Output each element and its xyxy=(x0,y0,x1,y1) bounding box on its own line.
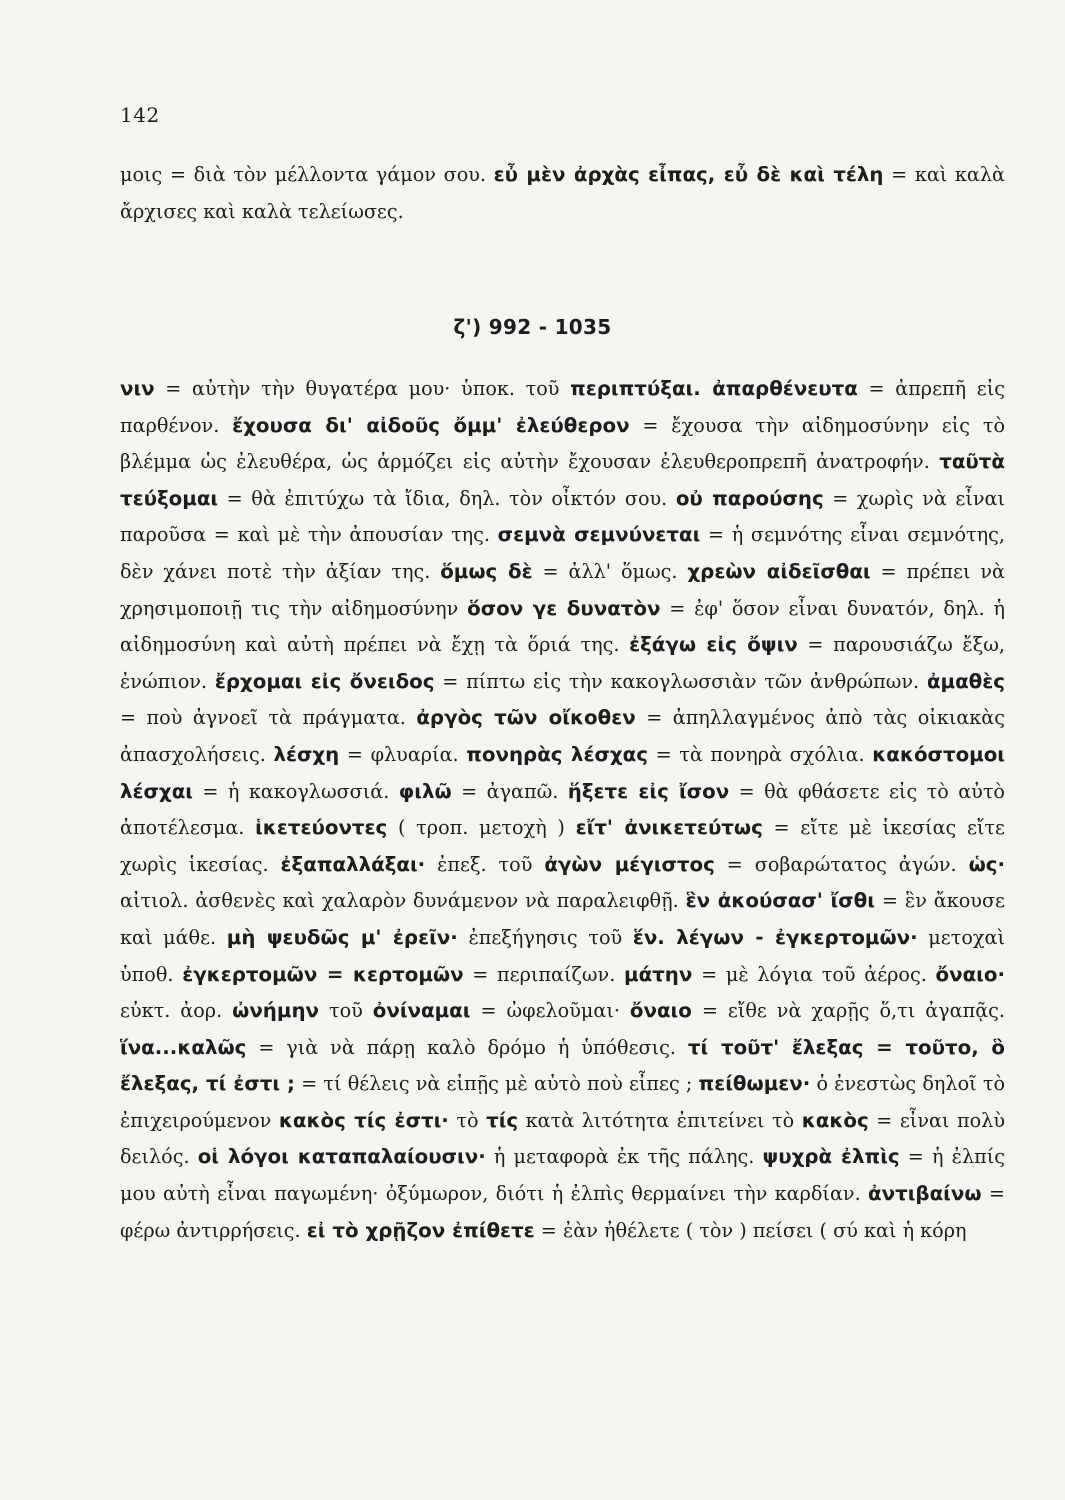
lemma-term: νιν xyxy=(120,377,155,400)
lemma-term: φιλῶ xyxy=(398,779,452,803)
gloss-text: = ἀγαπῶ. xyxy=(451,779,568,803)
gloss-text: = ποὺ ἀγνοεῖ τὰ πράγματα. xyxy=(120,706,417,730)
lemma-term: ὀνίναμαι xyxy=(372,999,471,1023)
lemma-term: ἀργὸς τῶν οἴκοθεν xyxy=(416,706,636,730)
gloss-text: ἐπεξήγησις τοῦ xyxy=(457,925,633,949)
gloss-text: ( τροπ. μετοχὴ ) xyxy=(387,816,576,840)
gloss-text: = παρουσιάζω ἔξω, ἐνώπιον. xyxy=(120,633,1006,693)
gloss-text: = ἀπρεπῆ εἰς παρθένον. xyxy=(120,377,1006,437)
lemma-term: κακὸς τίς ἐστι· xyxy=(278,1108,449,1132)
lemma-term: ἐγκερτομῶν = κερτομῶν xyxy=(182,962,464,986)
gloss-text: = τὰ πονηρὰ σχόλια. xyxy=(647,742,873,766)
lemma-term: ἔχουσα δι' αἰδοῦς ὄμμ' ἐλεύθερον xyxy=(232,413,630,437)
gloss-text: = γιὰ νὰ πάρῃ καλὸ δρόμο ἡ ὑπόθεσις. xyxy=(246,1035,688,1059)
gloss-text: = περιπαίζων. xyxy=(463,962,625,986)
lemma-term: ἥξετε εἰς ἴσον xyxy=(567,779,730,803)
lemma-term: ἀντιβαίνω xyxy=(868,1182,982,1206)
lemma-term: ψυχρὰ ἐλπὶς xyxy=(762,1145,900,1169)
gloss-text: = εἴτε μὲ ἱκεσίας εἴτε χωρὶς ἱκεσίας. xyxy=(120,816,1005,876)
gloss-text: = ἐφ' ὅσον εἶναι δυνατόν, δηλ. ἡ αἰδημοσύνη καὶ αὐτὴ πρέπει νὰ ἔχῃ τὰ ὅριά της. xyxy=(120,596,1006,657)
gloss-text: = πρέπει νὰ χρησιμοποιῇ τις τὴν αἰδημοσύνην xyxy=(120,559,1006,620)
gloss-text: = ἔχουσα τὴν αἰδημοσύνην εἰς τὸ βλέμμα ὡς ἐλευθέρα, ὡς ἁρμόζει εἰς αὐτὴν ἔχουσαν ἐλευθεροπρεπῆ ἀνατροφήν. xyxy=(120,413,1005,474)
gloss-text: τὸ xyxy=(448,1108,487,1132)
lemma-term: ἀγὼν μέγιστος xyxy=(544,852,715,876)
lemma-term: ἐξάγω εἰς ὄψιν xyxy=(629,633,798,657)
gloss-text: ὁ ἐνεστὼς δηλοῖ τὸ ἐπιχειρούμενον xyxy=(120,1072,1005,1132)
gloss-text: = θὰ ἐπιτύχω τὰ ἴδια, δηλ. τὸν οἶκτόν σου. xyxy=(218,486,676,510)
lemma-term: ἀμαθὲς xyxy=(926,669,1006,693)
section-heading: ζ') 992 - 1035 xyxy=(453,315,612,339)
gloss-text: = φλυαρία. xyxy=(339,742,467,766)
lemma-term: μάτην xyxy=(624,962,693,986)
lemma-term: εἴτ' ἀνικετεύτως xyxy=(575,816,763,840)
lemma-term: ὠνήμην xyxy=(232,999,320,1023)
gloss-text: αἰτιολ. ἀσθενὲς καὶ χαλαρὸν δυνάμενον νὰ παραλειφθῇ. xyxy=(120,889,686,913)
lemma-term: ὄναιο xyxy=(629,999,692,1023)
gloss-text: = ἐὰν ἠθέλετε ( τὸν ) πείσει ( σύ καὶ ἡ κόρη xyxy=(534,1218,967,1242)
gloss-text: εὐκτ. ἀορ. xyxy=(120,999,233,1023)
lemma-term: ὅμως δὲ xyxy=(440,559,533,583)
gloss-text: μοις = διὰ τὸν μέλλοντα γάμον σου. xyxy=(120,163,494,186)
lemma-term: ἕν. λέγων - ἐγκερτομῶν· xyxy=(632,925,918,949)
gloss-text: = πίπτω εἰς τὴν κακογλωσσιὰν τῶν ἀνθρώπων. xyxy=(434,669,927,693)
lemma-term: κακόστομοι λέσχαι xyxy=(120,742,1006,803)
gloss-text: = τί θέλεις νὰ εἰπῇς μὲ αὐτὸ ποὺ εἶπες ; xyxy=(294,1072,699,1096)
lemma-term: χρεὼν αἰδεῖσθαι xyxy=(687,559,871,583)
lemma-term: ἓν ἀκούσασ' ἴσθι xyxy=(685,889,875,913)
gloss-text: = ἀλλ' ὅμως. xyxy=(532,559,688,583)
gloss-text: ἐπεξ. τοῦ xyxy=(425,852,545,876)
lemma-term: κακὸς xyxy=(801,1108,869,1132)
gloss-text: = θὰ φθάσετε εἰς τὸ αὐτὸ ἀποτέλεσμα. xyxy=(120,779,1005,840)
lemma-term: πονηρὰς λέσχας xyxy=(466,742,648,766)
lemma-term: εἰ τὸ χρῇζον ἐπίθετε xyxy=(306,1218,535,1242)
lemma-term: περιπτύξαι. ἀπαρθένευτα xyxy=(570,377,858,400)
gloss-text: = ἡ κακογλωσσιά. xyxy=(193,779,399,803)
gloss-text: = ἡ σεμνότης εἶναι σεμνότης, δὲν χάνει ποτὲ τὴν ἀξίαν της. xyxy=(120,523,1005,583)
lemma-term: ὡς· xyxy=(968,852,1005,876)
gloss-text: ἡ μεταφορὰ ἐκ τῆς πάλης. xyxy=(485,1145,763,1169)
lemma-term: λέσχη xyxy=(273,742,340,766)
gloss-text: = ἀπηλλαγμένος ἀπὸ τὰς οἰκιακὰς ἀπασχολήσεις. xyxy=(120,706,1006,766)
gloss-text: = εἴθε νὰ χαρῇς ὅ,τι ἀγαπᾷς. xyxy=(691,999,1005,1023)
lemma-term: τί τοῦτ' ἔλεξας = τοῦτο, ὃ ἔλεξας, τί ἐστι ; xyxy=(120,1035,1005,1096)
lemma-term: μὴ ψευδῶς μ' ἐρεῖν· xyxy=(226,925,458,949)
gloss-text: = μὲ λόγια τοῦ ἀέρος. xyxy=(692,962,936,986)
gloss-text: = εἶναι πολὺ δειλός. xyxy=(120,1108,1005,1169)
gloss-text: = σοβαρώτατος ἀγών. xyxy=(714,852,969,876)
lemma-term: ἱκετεύοντες xyxy=(255,816,388,840)
gloss-text: = αὐτὴν τὴν θυγατέρα μου· ὑποκ. τοῦ xyxy=(154,377,571,400)
lemma-term: εὖ μὲν ἀρχὰς εἶπας, εὖ δὲ καὶ τέλη xyxy=(493,163,884,186)
lemma-term: ἵνα...καλῶς xyxy=(120,1035,247,1059)
lemma-term: ὅσον γε δυνατὸν xyxy=(467,596,661,620)
lemma-term: ἔρχομαι εἰς ὄνειδος xyxy=(214,669,435,693)
lemma-term: πείθωμεν· xyxy=(698,1072,811,1096)
gloss-text: = ἓν ἄκουσε καὶ μάθε. xyxy=(120,889,1005,949)
lemma-term: ὄναιο· xyxy=(935,962,1005,986)
gloss-text: = χωρὶς νὰ εἶναι παροῦσα = καὶ μὲ τὴν ἀπουσίαν της. xyxy=(120,486,1005,547)
lemma-term: οὐ παρούσης xyxy=(675,486,824,510)
gloss-text: = ὠφελοῦμαι· xyxy=(470,999,630,1023)
page-number: 142 xyxy=(120,103,160,127)
gloss-text: = καὶ καλὰ ἄρχισες καὶ καλὰ τελείωσες. xyxy=(120,163,1005,223)
gloss-text: τοῦ xyxy=(319,999,373,1023)
lemma-term: τίς xyxy=(486,1108,519,1132)
gloss-text: = ἡ ἐλπίς μου αὐτὴ εἶναι παγωμένη· ὀξύμωρον, διότι ἡ ἐλπὶς θερμαίνει τὴν καρδίαν. xyxy=(120,1145,1005,1206)
lemma-term: σεμνὰ σεμνύνεται xyxy=(497,523,701,547)
lemma-term: ἐξαπαλλάξαι· xyxy=(280,852,426,876)
gloss-text: μετοχαὶ ὑποθ. xyxy=(120,925,1005,986)
gloss-text: κατὰ λιτότητα ἐπιτείνει τὸ xyxy=(518,1108,802,1132)
lemma-term: οἱ λόγοι καταπαλαίουσιν· xyxy=(197,1145,486,1169)
gloss-text: = φέρω ἀντιρρήσεις. xyxy=(120,1182,1005,1242)
body-text xyxy=(120,371,1005,1249)
lemma-term: ταῦτὰ τεύξομαι xyxy=(120,450,1005,510)
intro-paragraph xyxy=(120,157,1005,230)
